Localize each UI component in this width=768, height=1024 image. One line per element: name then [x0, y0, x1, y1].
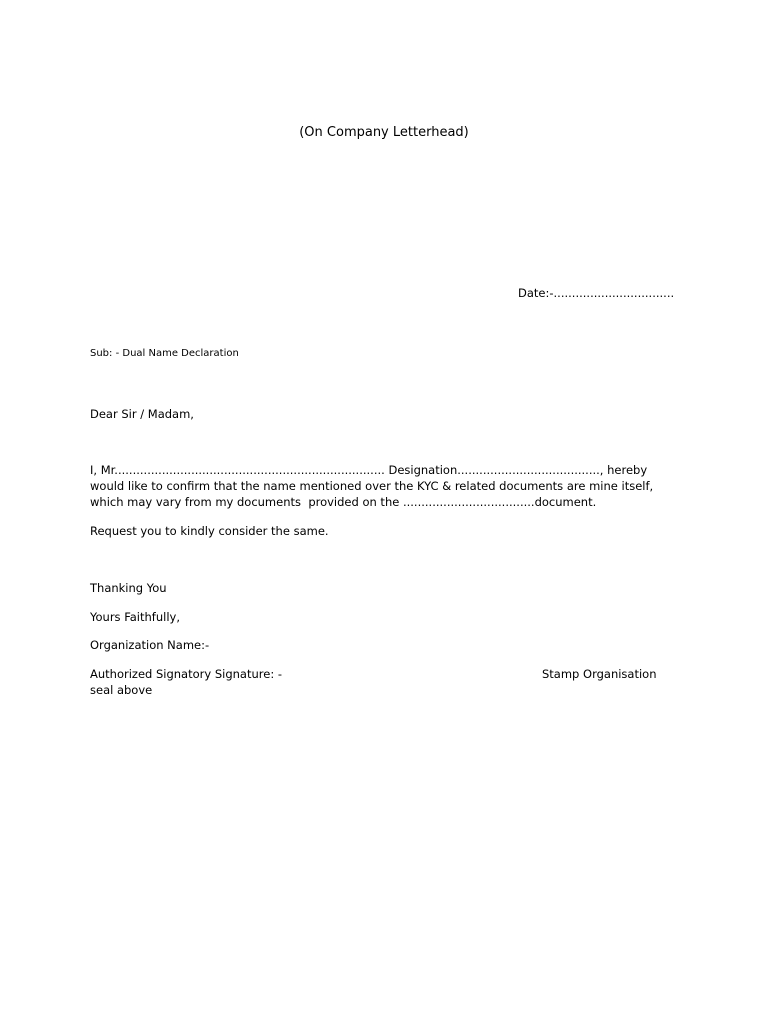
request-line: Request you to kindly consider the same. — [90, 524, 329, 538]
organization-name-label: Organization Name:- — [90, 638, 210, 652]
paragraph-line: which may vary from my documents provided on the ....................................document. — [90, 495, 597, 509]
letterhead-placeholder: (On Company Letterhead) — [299, 125, 469, 140]
salutation: Dear Sir / Madam, — [90, 407, 194, 421]
stamp-label-continuation: seal above — [90, 683, 153, 697]
date-line: Date:-................................. — [518, 286, 675, 300]
thanking-line: Thanking You — [90, 581, 167, 595]
subject-line: Sub: - Dual Name Declaration — [90, 348, 239, 359]
signature-label: Authorized Signatory Signature: - — [90, 667, 283, 681]
stamp-label: Stamp Organisation — [542, 667, 657, 681]
paragraph-line: I, Mr.......................................................................... Designation......................................., hereby — [90, 463, 648, 477]
paragraph-line: would like to confirm that the name mentioned over the KYC & related documents are mine itself, — [90, 479, 654, 493]
closing-line: Yours Faithfully, — [90, 610, 180, 624]
